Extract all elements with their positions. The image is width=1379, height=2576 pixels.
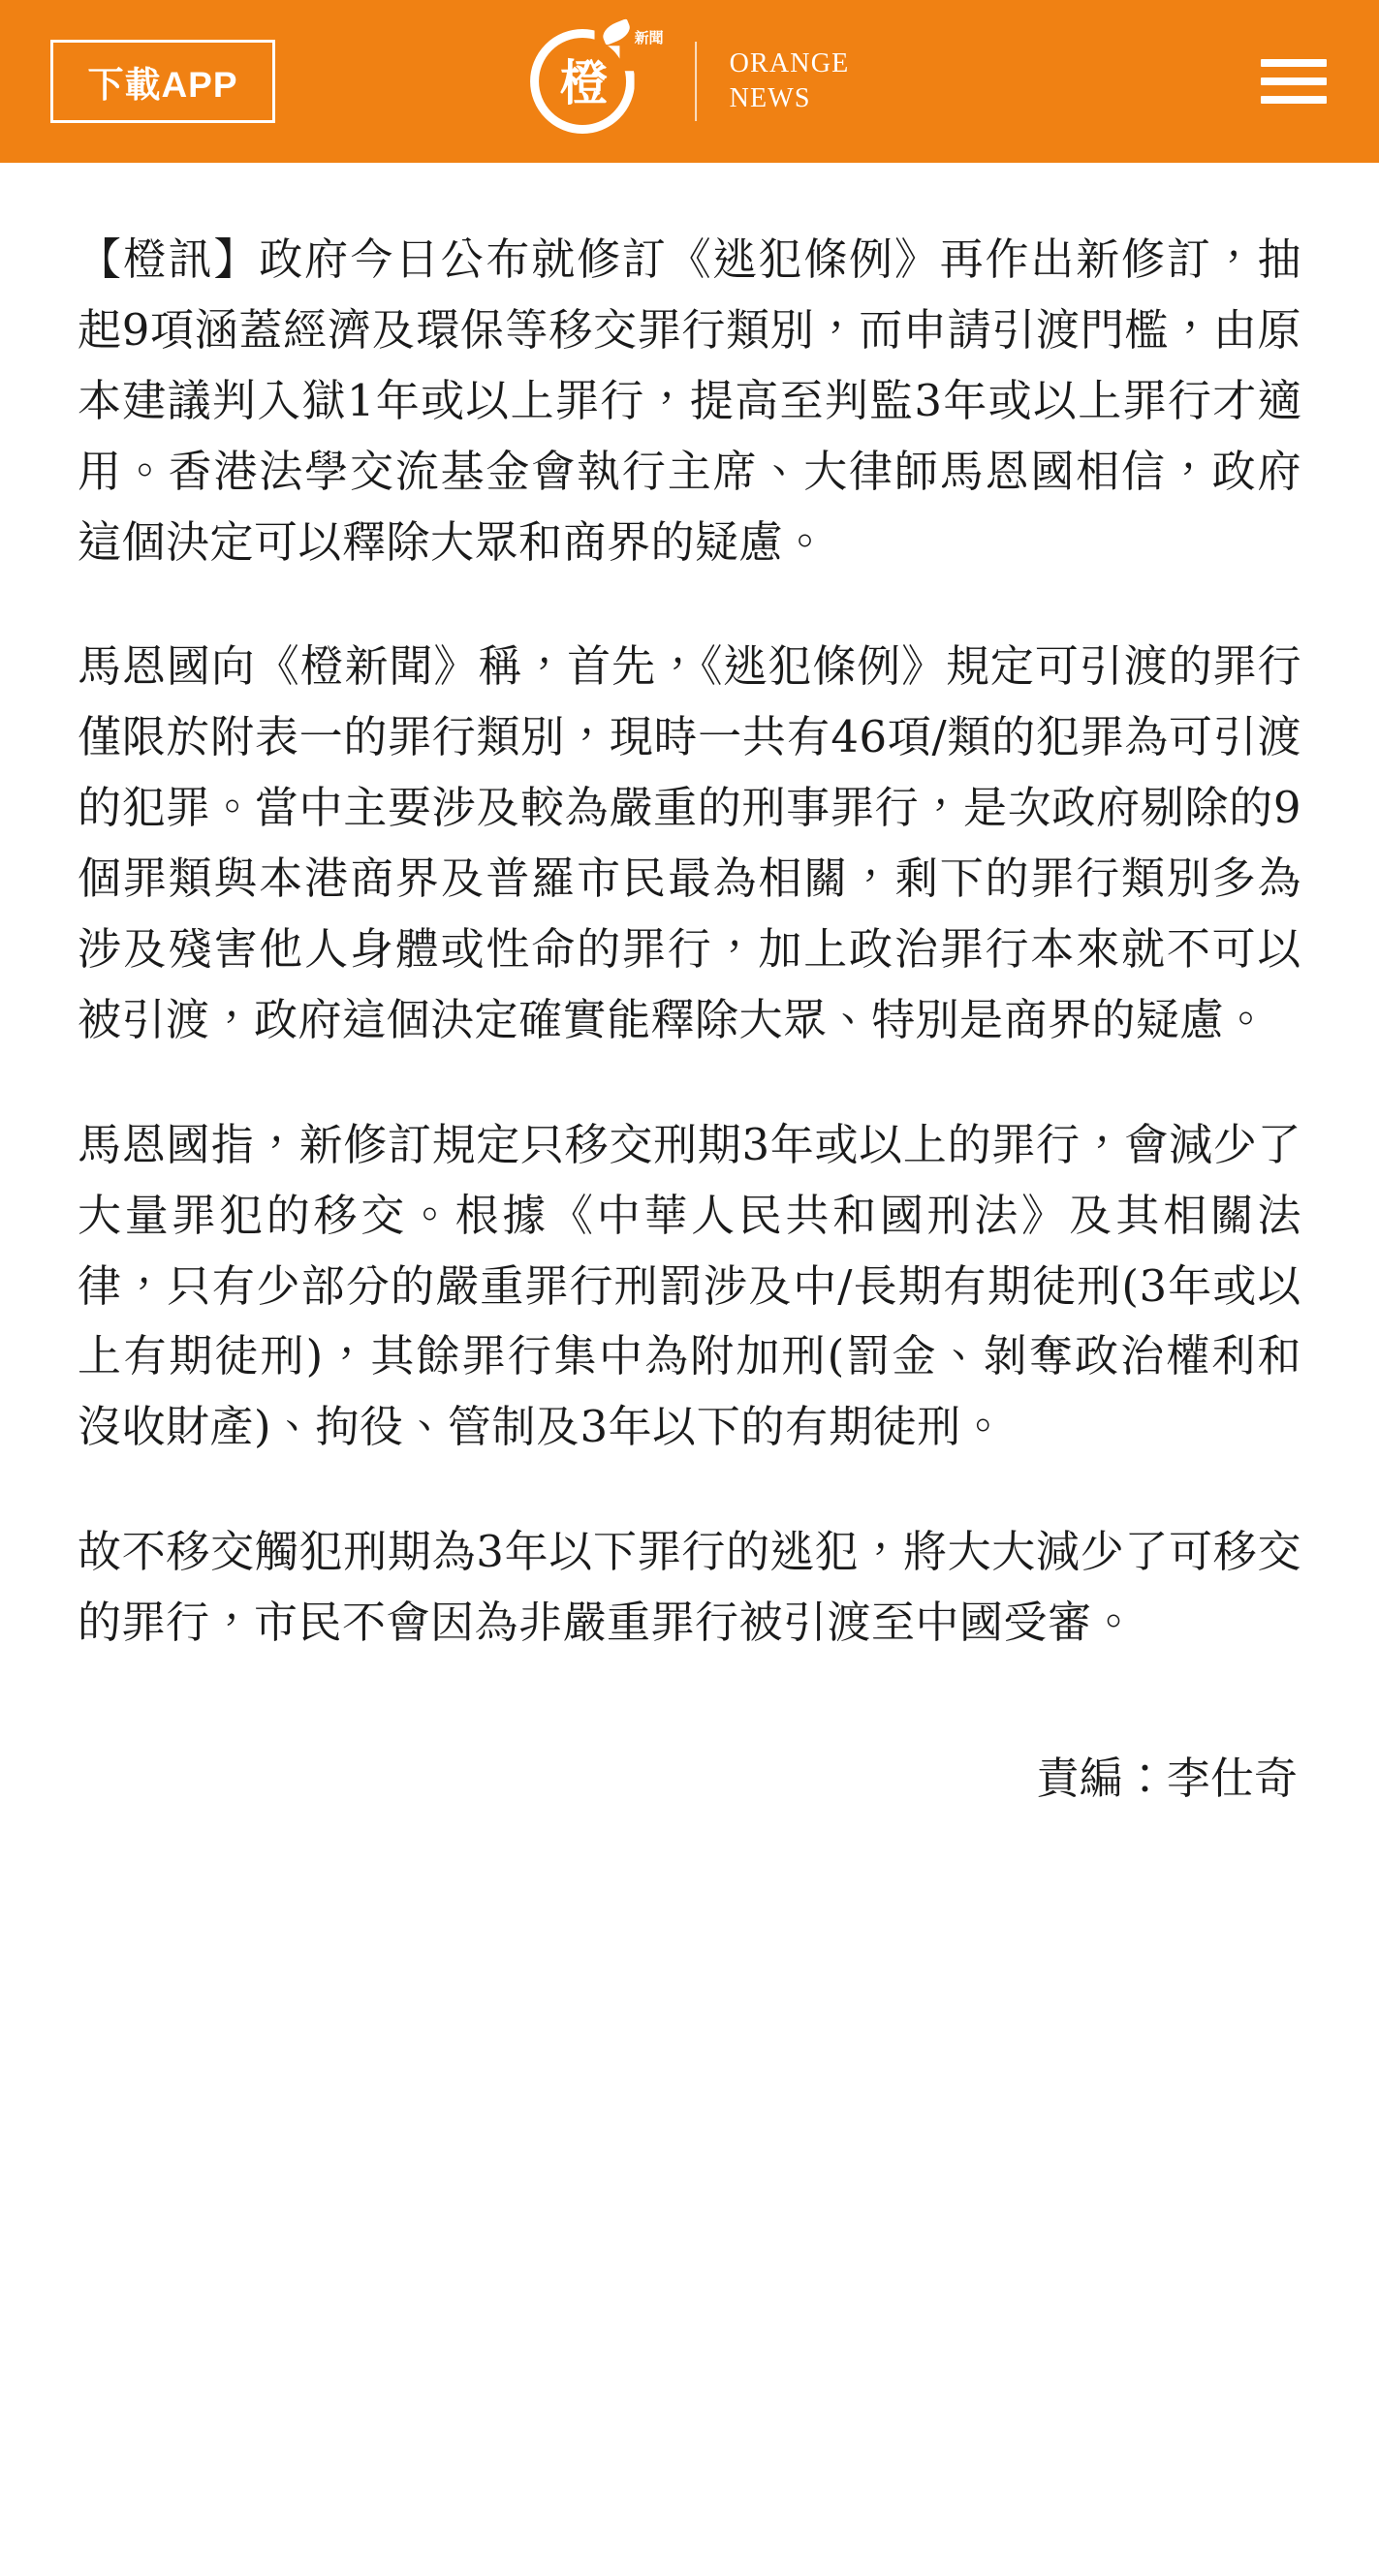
hamburger-menu-icon[interactable]	[1261, 59, 1327, 104]
brand-english-line2: NEWS	[729, 83, 811, 113]
article-paragraph: 馬恩國向《橙新聞》稱，首先，《逃犯條例》規定可引渡的罪行僅限於附表一的罪行類別，現時一共有46項/類的犯罪為可引渡的犯罪。當中主要涉及較為嚴重的刑事罪行，是次政府剔除的9個罪類與本港商界及普羅市民最為相關，剩下的罪行類別多為涉及殘害他人身體或性命的罪行，加上政治罪行本來就不可以被引渡，政府這個決定確實能釋除大眾、特別是商界的疑慮。	[78, 640, 1301, 1045]
brand-divider	[695, 42, 697, 121]
article-paragraph: 馬恩國指，新修訂規定只移交刑期3年或以上的罪行，會減少了大量罪犯的移交。根據《中華人民共和國刑法》及其相關法律，只有少部分的嚴重罪行刑罰涉及中/長期有期徒刑(3年或以上有期徒刑)，其餘罪行集中為附加刑(罰金、剝奪政治權利和沒收財產)、拘役、管制及3年以下的有期徒刑。	[78, 1118, 1301, 1453]
logo-leaf-icon	[599, 18, 633, 46]
logo-chinese-sub: 新聞	[634, 30, 664, 47]
hamburger-bar-top	[1261, 59, 1327, 67]
download-app-label: 下載APP	[87, 65, 238, 105]
article-body	[0, 163, 1379, 1872]
hamburger-bar-middle	[1261, 78, 1327, 85]
editor-credit: 責編：李仕奇	[1035, 1753, 1298, 1805]
brand-english-line1: ORANGE	[729, 47, 850, 78]
logo-chinese-main: 橙	[559, 56, 609, 110]
download-app-button[interactable]	[50, 40, 275, 123]
site-header	[0, 0, 1379, 163]
article-paragraph: 【橙訊】政府今日公布就修訂《逃犯條例》再作出新修訂，抽起9項涵蓋經濟及環保等移交罪行類別，而申請引渡門檻，由原本建議判入獄1年或以上罪行，提高至判監3年或以上罪行才適用。香港法學交流基金會執行主席、大律師馬恩國相信，政府這個決定可以釋除大眾和商界的疑慮。	[78, 233, 1301, 568]
hamburger-bar-bottom	[1261, 96, 1327, 104]
brand-english-name	[730, 47, 850, 117]
article-paragraph: 故不移交觸犯刑期為3年以下罪行的逃犯，將大大減少了可移交的罪行，市民不會因為非嚴重罪行被引渡至中國受審。	[78, 1526, 1301, 1649]
orange-logo-icon	[530, 29, 664, 134]
brand-logo[interactable]	[530, 0, 850, 163]
